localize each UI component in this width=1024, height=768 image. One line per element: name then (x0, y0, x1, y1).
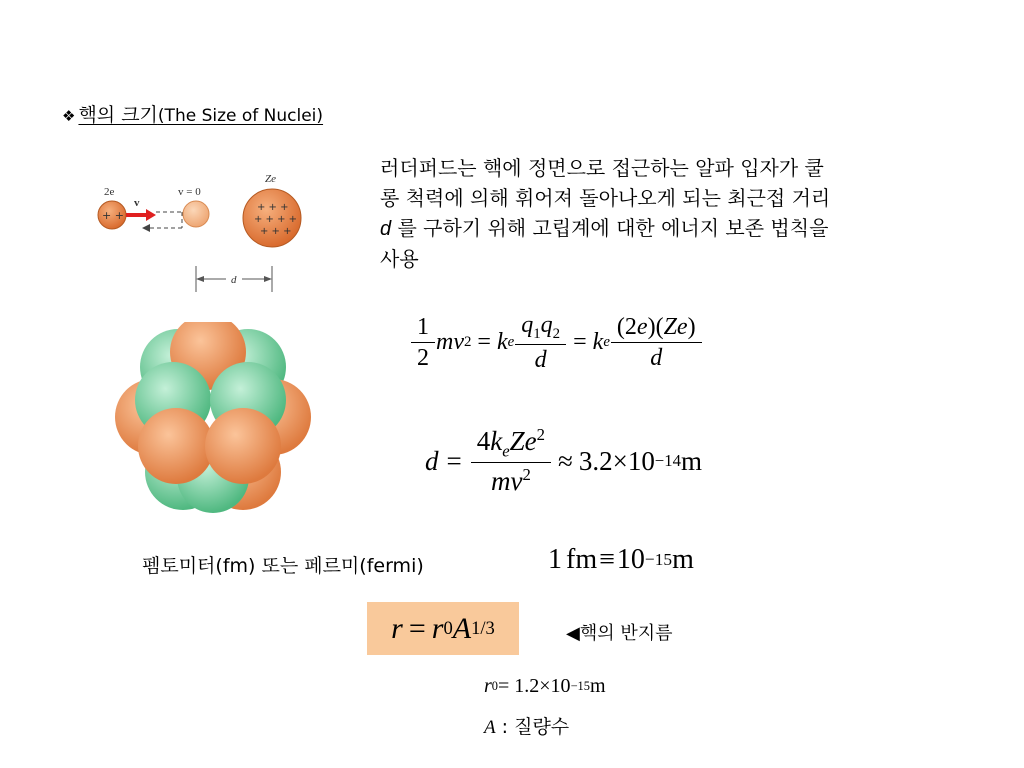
r0-constant-definition: r 0 = 1.2×10 −15 m (484, 675, 606, 697)
svg-text:+ + +: + + + (257, 202, 289, 213)
equals-sign: = (477, 329, 491, 356)
approx-sign: ≈ (558, 445, 573, 476)
velocity-zero-label: v = 0 (178, 186, 201, 198)
heading-title-ko: 핵의 크기 (78, 104, 158, 126)
velocity-vector-label: v (134, 197, 140, 209)
nuclear-radius-label: 핵의 반지름 (579, 623, 673, 644)
alpha-collision-diagram (90, 168, 320, 298)
energy-conservation-equation (410, 312, 703, 374)
nuclear-radius-caption (566, 619, 673, 645)
coulomb-constant-sub: e (507, 334, 515, 351)
distance-symbol: d (425, 445, 439, 476)
paragraph-line-1: 러더퍼드는 핵에 정면으로 접근하는 알파 입자가 쿨 (380, 156, 824, 180)
distance-value: 3.2×10 (578, 445, 655, 476)
heading-title-en: (The Size of Nuclei) (157, 106, 324, 126)
lhs-mv: mv (436, 329, 464, 356)
equals-sign: = (446, 445, 462, 476)
distance-unit: m (681, 445, 703, 476)
paragraph-line-3-text: 를 구하기 위해 고립계에 대한 에너지 보존 법칙을 (391, 216, 829, 240)
mass-number-description: 질량수 (514, 716, 570, 738)
proton-sphere (205, 408, 281, 484)
paragraph-line-2: 롱 척력에 의해 휘어져 돌아나오게 되는 최근접 거리 (380, 186, 831, 210)
svg-text:+ + + +: + + + + (254, 214, 298, 225)
svg-text:+ +: + + (102, 209, 124, 222)
nuclear-radius-formula: r = r 0 A 1/3 (367, 602, 519, 655)
coulomb-constant-sub: e (603, 334, 610, 351)
distance-label: d (231, 274, 237, 286)
distance-fraction: $\frac{4k_eZe^2}{mv^2}$ (474, 425, 548, 497)
nucleus-charge-label: Ze (265, 173, 276, 185)
distance-exponent: −14 (654, 451, 682, 471)
femtometer-definition: 1 fm ≡ 10 −15 m (548, 544, 694, 575)
nucleus-cluster-illustration (108, 322, 318, 514)
paragraph-line-3 (380, 213, 980, 244)
diamond-bullet-icon: ❖ (62, 107, 76, 125)
nuclear-charge-fraction: $\frac{(2e)(Ze)}{d}$ (614, 314, 699, 372)
left-triangle-pointer-icon: ◀ (566, 623, 580, 644)
mass-number-definition: A : 질량수 (484, 716, 570, 738)
alpha-charge-label: 2e (104, 186, 115, 198)
coulomb-constant: k (496, 329, 508, 356)
stopped-alpha-particle (183, 201, 209, 227)
coulomb-constant: k (592, 329, 604, 356)
mass-number-symbol: A (484, 717, 496, 738)
lhs-exponent: 2 (463, 334, 472, 351)
paragraph-line-4: 사용 (380, 247, 419, 271)
description-paragraph (380, 153, 980, 274)
proton-sphere (138, 408, 214, 484)
distance-variable: d (380, 218, 392, 240)
closest-approach-equation (425, 425, 702, 497)
charge-product-fraction: $\frac{q_1q_2}{d}$ (518, 312, 563, 374)
femtometer-label: 펨토미터(fm) 또는 페르미(fermi) (142, 555, 424, 577)
section-heading (62, 100, 323, 127)
half-fraction: $\frac{1}{2}$ (414, 314, 432, 372)
equals-sign: = (573, 329, 587, 356)
svg-text:+ + +: + + + (260, 226, 292, 237)
